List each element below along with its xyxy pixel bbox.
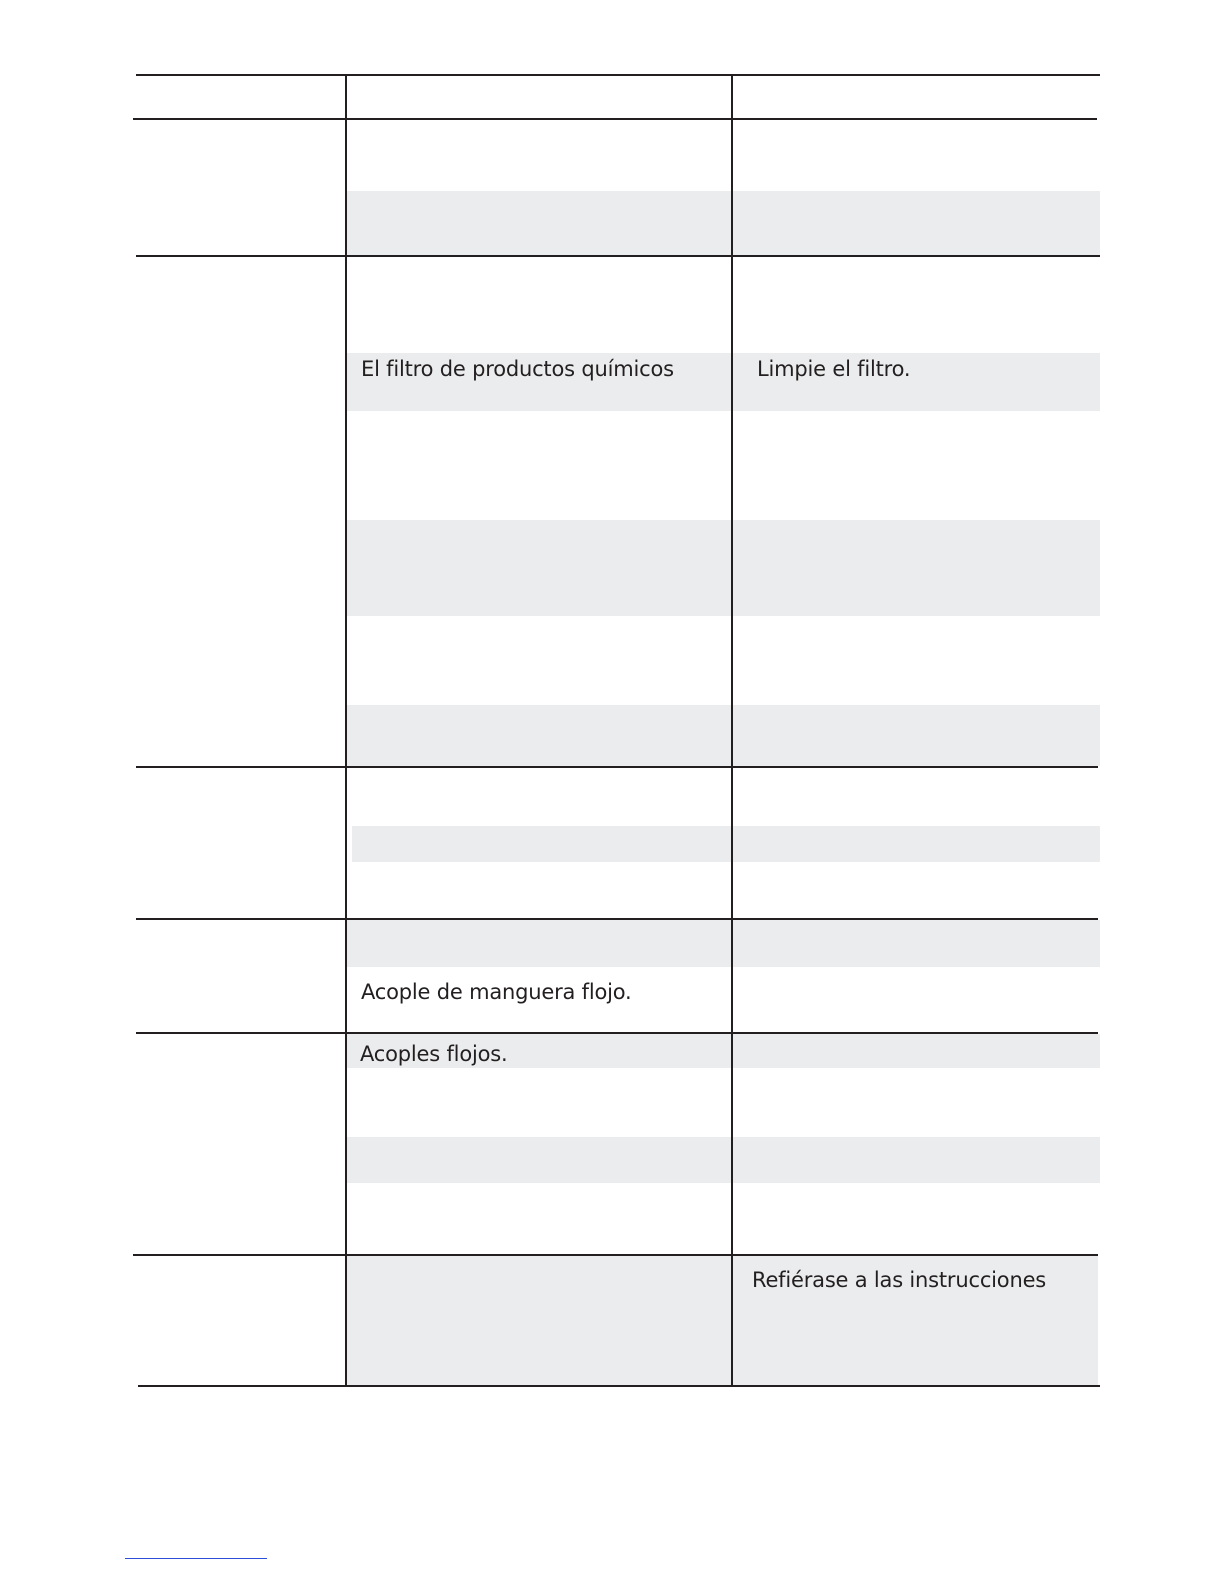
- cause-cell: Acoples flojos.: [360, 1042, 508, 1066]
- cause-cell: Acople de manguera flojo.: [361, 980, 632, 1004]
- header-rule: [133, 118, 1097, 120]
- shaded-row: [352, 826, 1100, 862]
- column-divider-2: [731, 74, 733, 1386]
- table-bottom-rule: [138, 1385, 1100, 1387]
- row-divider: [136, 766, 1098, 768]
- row-divider: [136, 255, 1100, 257]
- row-divider: [136, 1032, 1098, 1034]
- row-divider: [136, 918, 1098, 920]
- shaded-row: [347, 520, 1100, 616]
- shaded-row: [347, 191, 1100, 255]
- solution-cell: Refiérase a las instrucciones: [752, 1268, 1047, 1292]
- column-divider-1: [345, 74, 347, 1386]
- shaded-row: [347, 920, 1100, 967]
- shaded-row: [347, 705, 1100, 766]
- cause-cell: El filtro de productos químicos: [361, 357, 674, 381]
- footer-link-underline: [125, 1558, 267, 1559]
- solution-cell: Limpie el filtro.: [757, 357, 911, 381]
- row-divider: [133, 1254, 1098, 1256]
- shaded-row: [347, 1137, 1100, 1183]
- table-top-rule: [136, 74, 1100, 76]
